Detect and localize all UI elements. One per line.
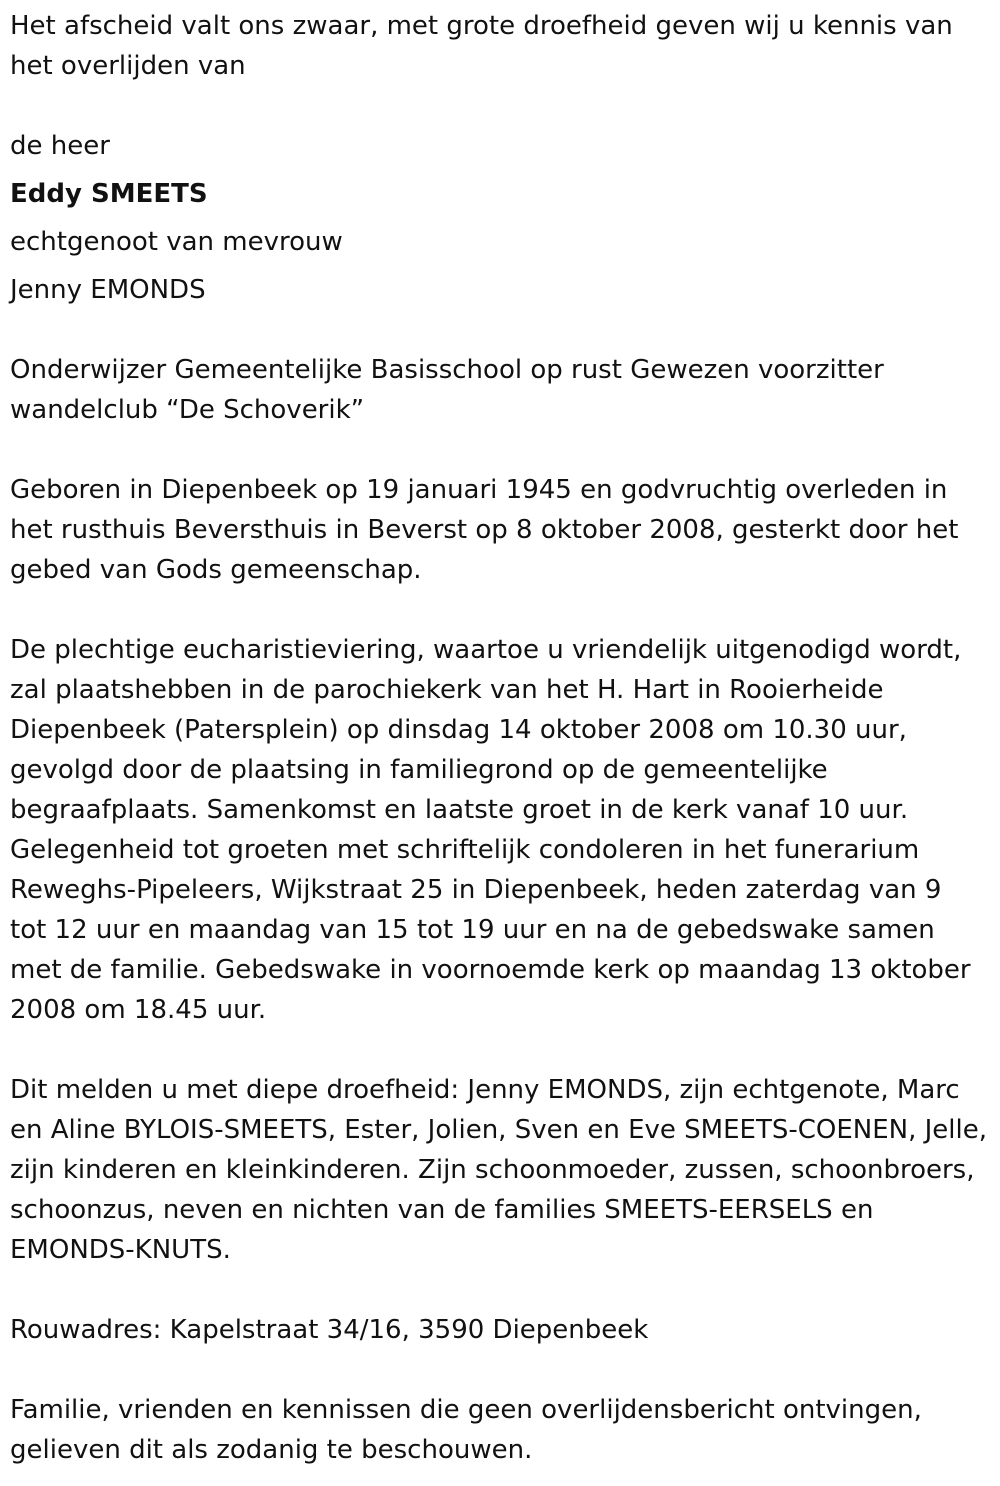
family-paragraph — [10, 1070, 995, 1270]
ceremony-line: begraafplaats. Samenkomst en laatste groet in de kerk vanaf 10 uur. — [10, 795, 909, 825]
title-prefix: de heer — [10, 131, 110, 161]
birth-death-line: het rusthuis Beversthuis in Beverst op 8 oktober 2008, gesterkt door het — [10, 515, 959, 545]
family-line: Dit melden u met diepe droefheid: Jenny EMONDS, zijn echtgenote, Marc — [10, 1075, 960, 1105]
occupation-line: Onderwijzer Gemeentelijke Basisschool op rust Gewezen voorzitter — [10, 355, 884, 385]
ceremony-line: gevolgd door de plaatsing in familiegrond op de gemeentelijke — [10, 755, 828, 785]
birth-death-line: Geboren in Diepenbeek op 19 januari 1945 en godvruchtig overleden in — [10, 475, 948, 505]
intro-line: Het afscheid valt ons zwaar, met grote droefheid geven wij u kennis van — [10, 11, 953, 41]
family-line: en Aline BYLOIS-SMEETS, Ester, Jolien, Sven en Eve SMEETS-COENEN, Jelle, — [10, 1115, 987, 1145]
ceremony-line: met de familie. Gebedswake in voornoemde kerk op maandag 13 oktober — [10, 955, 971, 985]
occupation-paragraph — [10, 350, 995, 430]
mourning-address: Rouwadres: Kapelstraat 34/16, 3590 Diepenbeek — [10, 1315, 649, 1345]
ceremony-line: 2008 om 18.45 uur. — [10, 995, 267, 1025]
occupation-line: wandelclub “De Schoverik” — [10, 395, 365, 425]
closing-line: gelieven dit als zodanig te beschouwen. — [10, 1435, 533, 1465]
ceremony-line: zal plaatshebben in de parochiekerk van het H. Hart in Rooierheide — [10, 675, 884, 705]
intro-paragraph — [10, 6, 995, 86]
ceremony-line: Diepenbeek (Patersplein) op dinsdag 14 oktober 2008 om 10.30 uur, — [10, 715, 907, 745]
family-line: schoonzus, neven en nichten van de families SMEETS-EERSELS en — [10, 1195, 874, 1225]
birth-death-line: gebed van Gods gemeenschap. — [10, 555, 422, 585]
ceremony-line: De plechtige eucharistieviering, waartoe u vriendelijk uitgenodigd wordt, — [10, 635, 962, 665]
family-line: zijn kinderen en kleinkinderen. Zijn schoonmoeder, zussen, schoonbroers, — [10, 1155, 975, 1185]
spouse-prefix: echtgenoot van mevrouw — [10, 227, 343, 257]
birth-death-paragraph — [10, 470, 995, 590]
family-line: EMONDS-KNUTS. — [10, 1235, 231, 1265]
intro-line: het overlijden van — [10, 51, 246, 81]
spouse-name: Jenny EMONDS — [10, 275, 206, 305]
ceremony-line: tot 12 uur en maandag van 15 tot 19 uur en na de gebedswake samen — [10, 915, 935, 945]
ceremony-line: Reweghs-Pipeleers, Wijkstraat 25 in Diepenbeek, heden zaterdag van 9 — [10, 875, 942, 905]
ceremony-line: Gelegenheid tot groeten met schriftelijk condoleren in het funerarium — [10, 835, 920, 865]
deceased-name: Eddy SMEETS — [10, 179, 208, 209]
closing-line: Familie, vrienden en kennissen die geen overlijdensbericht ontvingen, — [10, 1395, 922, 1425]
closing-paragraph — [10, 1390, 995, 1470]
ceremony-paragraph — [10, 630, 995, 1030]
